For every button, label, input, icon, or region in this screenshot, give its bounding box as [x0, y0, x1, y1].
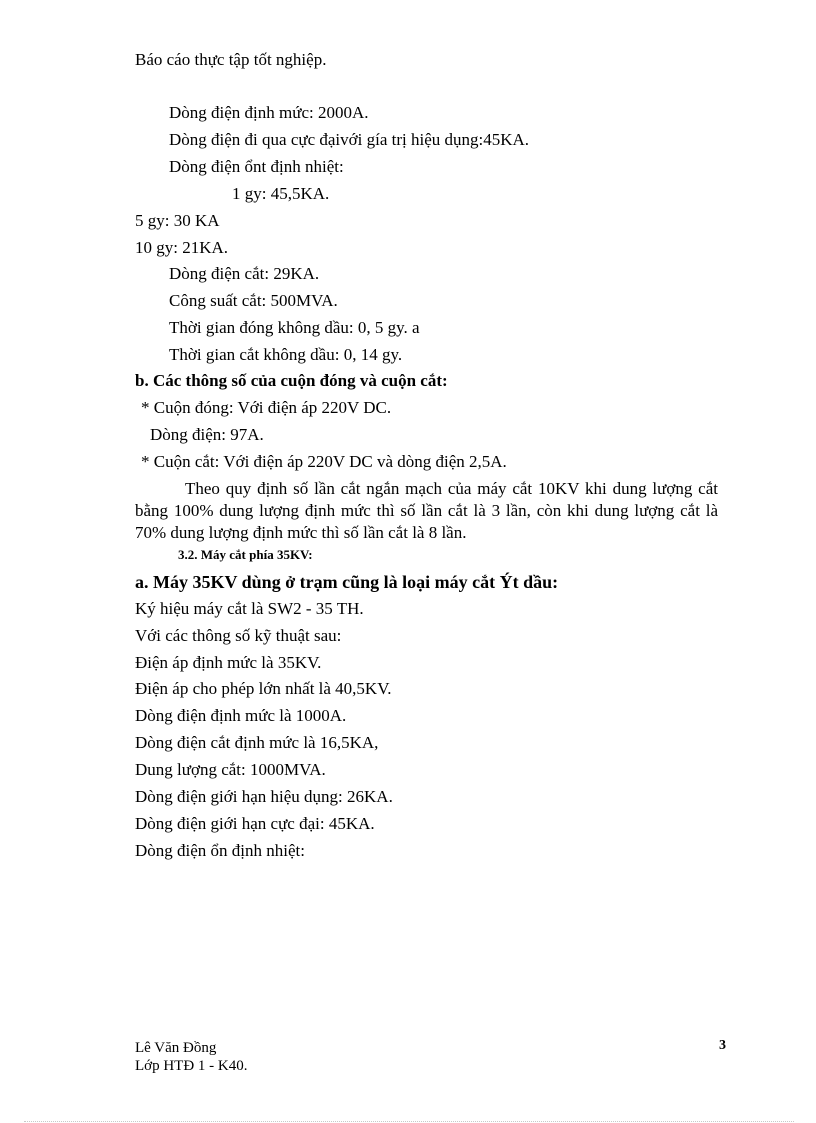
- rated-breaking-current-line: Dòng điện cắt định mức là 16,5KA,: [135, 733, 379, 752]
- footer-author: Lê Văn Đồng: [135, 1040, 217, 1056]
- limit-peak-line: Dòng điện giới hạn cực đại: 45KA.: [135, 814, 375, 833]
- closing-current-line: Dòng điện: 97A.: [150, 425, 264, 444]
- page-bottom-divider: [24, 1121, 794, 1122]
- thermal-5s-line: 5 gy: 30 KA: [135, 211, 220, 230]
- footer-class: Lớp HTĐ 1 - K40.: [135, 1058, 248, 1074]
- page-number: 3: [719, 1038, 726, 1053]
- close-time-line: Thời gian đóng không dầu: 0, 5 gy. a: [169, 318, 420, 337]
- breaking-count-paragraph: [135, 478, 718, 544]
- breaking-count-text: Theo quy định số lần cắt ngắn mạch của máy cắt 10KV khi dung lượng cắt bằng 100% dung lượng định mức thì số lần cắt là 3 lần, còn khi dung lượng cắt là 70% dung lượng định mức thì số lần cắt là 8 lần.: [135, 479, 718, 542]
- thermal-title-line: Dòng điện ổnt định nhiệt:: [169, 157, 344, 176]
- breaking-power-line: Công suất cắt: 500MVA.: [169, 291, 338, 310]
- rated-current-35kv-line: Dòng điện định mức là 1000A.: [135, 706, 347, 725]
- breaking-capacity-line: Dung lượng cắt: 1000MVA.: [135, 760, 326, 779]
- page-header-title: Báo cáo thực tập tốt nghiệp.: [135, 50, 327, 69]
- rated-current-line: Dòng điện định mức: 2000A.: [169, 103, 369, 122]
- thermal-10s-line: 10 gy: 21KA.: [135, 238, 229, 257]
- peak-current-line: Dòng điện đi qua cực đạivới gía trị hiệu dụng:45KA.: [169, 130, 530, 149]
- breaking-current-line: Dòng điện cắt: 29KA.: [169, 264, 320, 283]
- symbol-line: Ký hiệu máy cắt là SW2 - 35 TH.: [135, 599, 364, 618]
- thermal-1s-line: 1 gy: 45,5KA.: [232, 184, 330, 203]
- closing-coil-line: * Cuộn đóng: Với điện áp 220V DC.: [141, 398, 392, 417]
- coil-section-heading: b. Các thông số của cuộn đóng và cuộn cắt:: [135, 371, 448, 390]
- max-voltage-line: Điện áp cho phép lớn nhất là 40,5KV.: [135, 679, 392, 698]
- open-time-line: Thời gian cắt không dầu: 0, 14 gy.: [169, 345, 403, 364]
- opening-coil-line: * Cuộn cắt: Với điện áp 220V DC và dòng điện 2,5A.: [141, 452, 507, 471]
- params-intro-line: Với các thông số kỹ thuật sau:: [135, 626, 342, 645]
- limit-rms-line: Dòng điện giới hạn hiệu dụng: 26KA.: [135, 787, 393, 806]
- section-35kv-heading: a. Máy 35KV dùng ở trạm cũng là loại máy cắt Ýt dầu:: [135, 572, 559, 592]
- section-35kv-subheading: 3.2. Máy cắt phía 35KV:: [178, 547, 313, 562]
- rated-voltage-line: Điện áp định mức là 35KV.: [135, 653, 322, 672]
- thermal-title-35kv-line: Dòng điện ổn định nhiệt:: [135, 841, 305, 860]
